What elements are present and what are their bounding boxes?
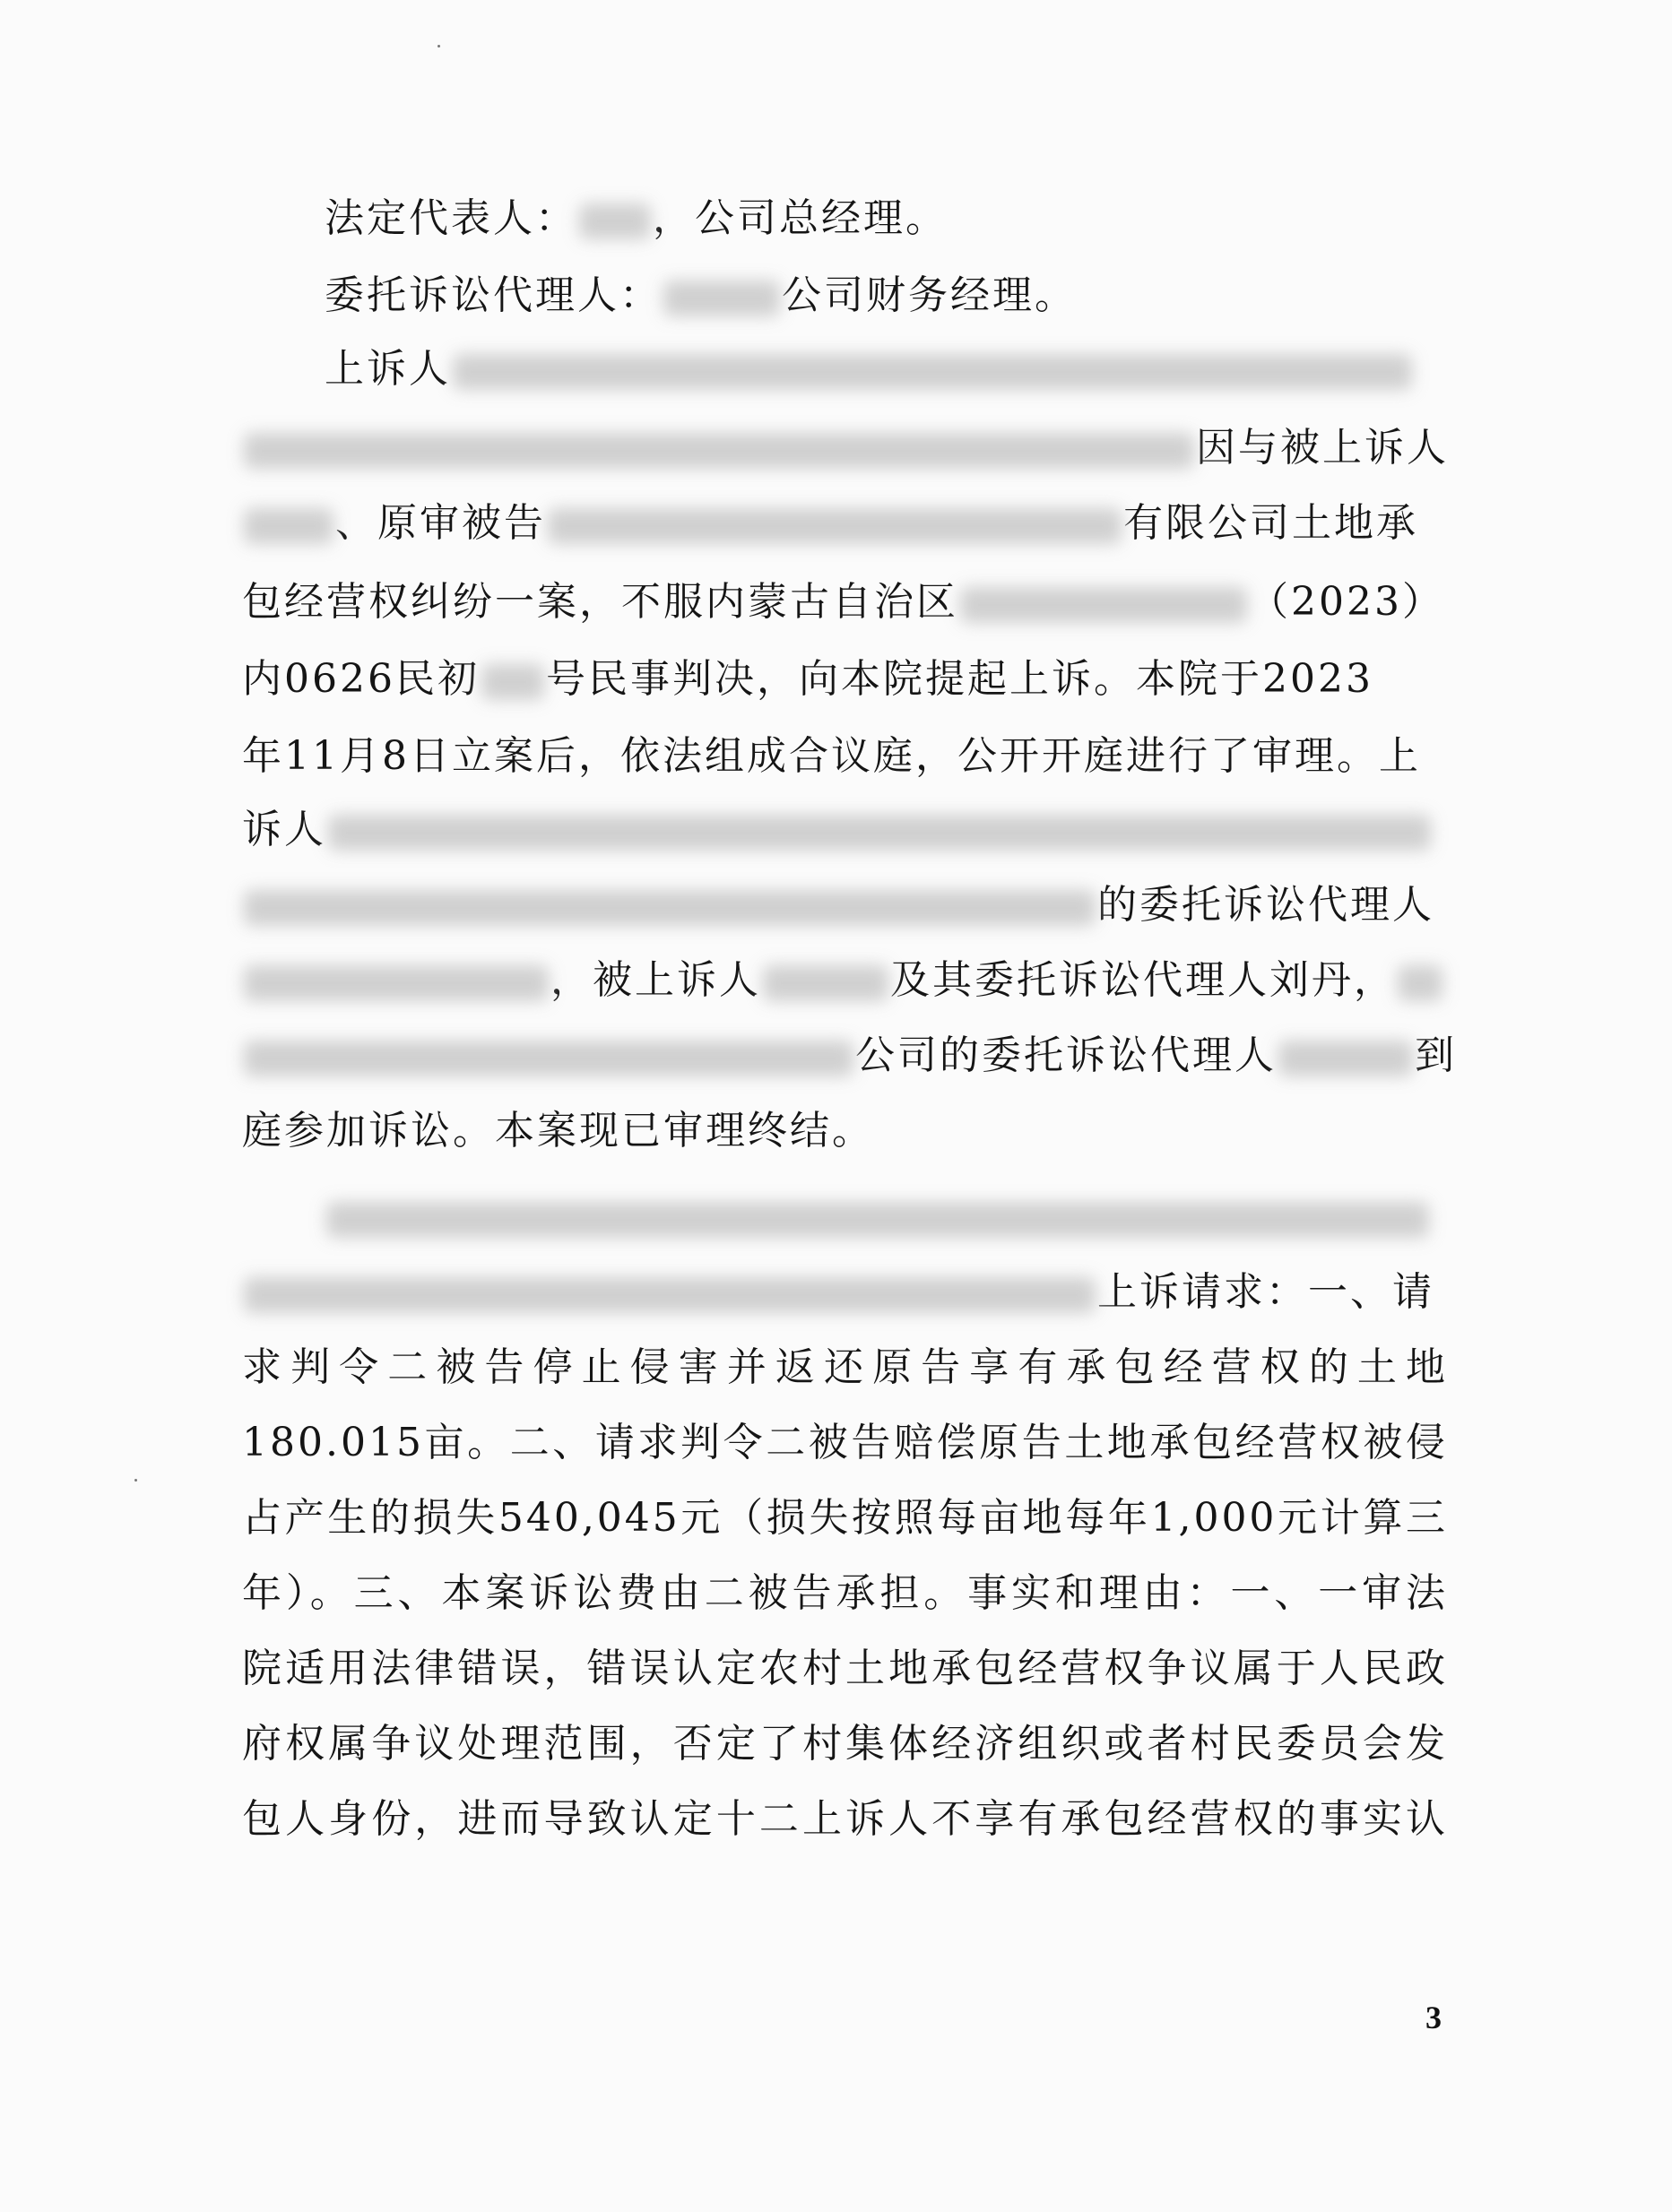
redaction (663, 281, 780, 316)
redaction (244, 1277, 1096, 1313)
redaction (244, 433, 1194, 469)
redaction (453, 354, 1412, 390)
text-line: 包经营权纠纷一案，不服内蒙古自治区 （2023） (242, 579, 1444, 625)
text-line: 的委托诉讼代理人 (242, 862, 1448, 948)
text-line: 院适用法律错误，错误认定农村土地承包经营权争议属于人民政 (242, 1646, 1448, 1691)
redaction (244, 890, 1096, 926)
redaction (1398, 965, 1442, 1001)
text-line: 委托诉讼代理人： 公司财务经理。 (325, 272, 1077, 318)
text-line: 求判令二被告停止侵害并返还原告享有承包经营权的土地 (242, 1344, 1448, 1390)
text-line: 包人身份，进而导致认定十二上诉人不享有承包经营权的事实认 (242, 1796, 1448, 1842)
redaction (328, 815, 1431, 851)
redaction (244, 1041, 853, 1076)
text-line: 府权属争议处理范围，否定了村集体经济组织或者村民委员会发 (242, 1721, 1448, 1767)
redaction (481, 664, 544, 700)
page-number: 3 (1425, 2000, 1442, 2035)
text-line: 公司的委托诉讼代理人 到 (242, 1013, 1448, 1099)
redaction (579, 203, 651, 239)
redaction (244, 508, 334, 544)
text-line: ，被上诉人 及其委托诉讼代理人刘丹， (242, 938, 1448, 1024)
text-line: 占产生的损失540,045元（损失按照每亩地每年1,000元计算三 (242, 1495, 1448, 1541)
text-line: 180.015亩。二、请求判令二被告赔偿原告土地承包经营权被侵 (242, 1420, 1448, 1465)
redaction (763, 965, 888, 1001)
text-line: 法定代表人： ，公司总经理。 (325, 195, 948, 241)
text-line: 庭参加诉讼。本案现已审理终结。 (242, 1108, 874, 1154)
redaction (326, 1202, 1429, 1238)
text-line: 内0626民初 号民事判决，向本院提起上诉。本院于2023 (242, 656, 1373, 702)
text-line: 年）。三、本案诉讼费由二被告承担。事实和理由：一、一审法 (242, 1570, 1448, 1616)
text-line: 上诉请求：一、请 (242, 1249, 1448, 1335)
text-line: 因与被上诉人 (242, 405, 1448, 491)
redaction (244, 965, 549, 1001)
redaction (548, 508, 1122, 544)
scan-speck (134, 1479, 137, 1482)
text-line (325, 1174, 1448, 1260)
text-line: 上诉人 (325, 326, 1448, 412)
text-line: 年11月8日立案后，依法组成合议庭，公开开庭进行了审理。上 (242, 733, 1421, 779)
scan-speck (437, 45, 440, 48)
redaction (1278, 1041, 1413, 1076)
text-line: 、原审被告 有限公司土地承 (242, 480, 1448, 566)
text-line: 诉人 (242, 787, 1448, 873)
redaction (960, 587, 1247, 623)
